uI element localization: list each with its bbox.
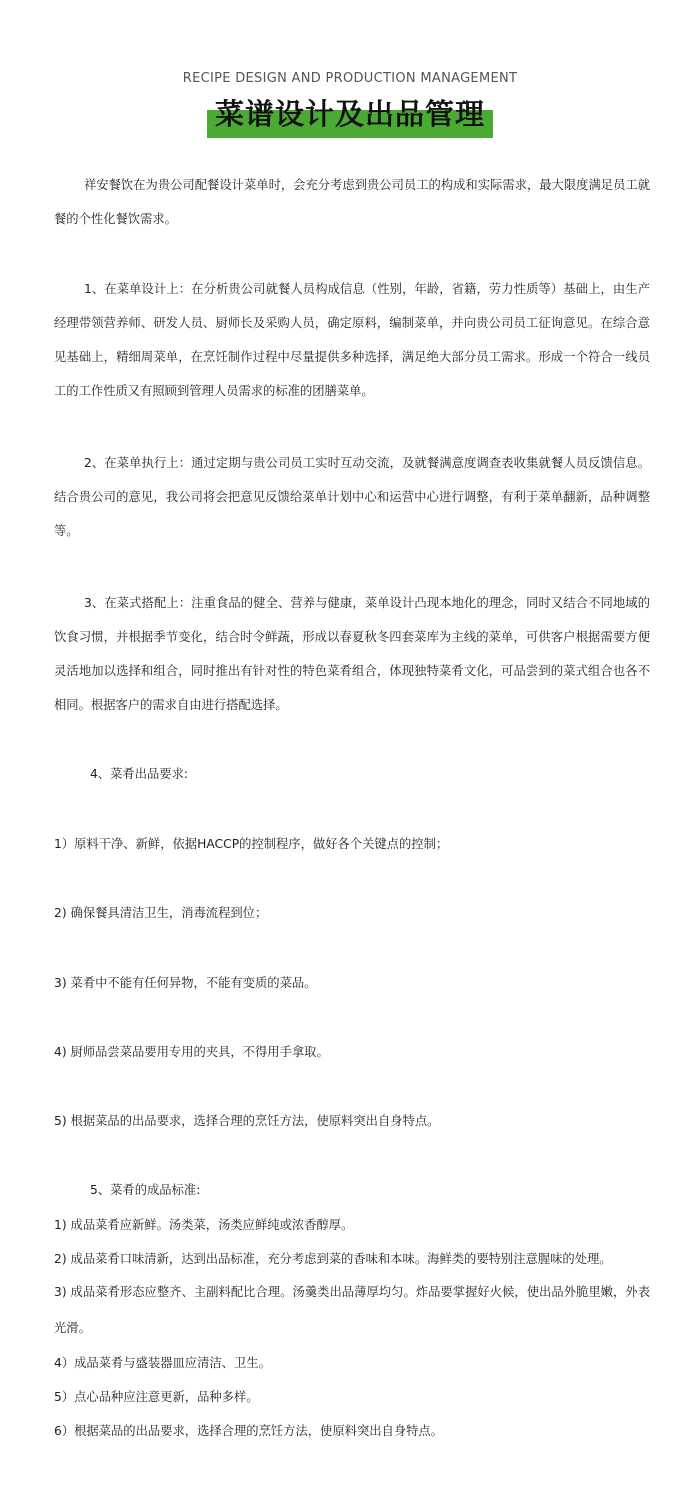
standard-item: 3) 成品菜肴形态应整齐、主副料配比合理。汤羹类出品薄厚均匀。炸品要掌握好火候，使出品外脆里嫩，外表光滑。	[54, 1285, 650, 1335]
section-dish-pairing: 3、在菜式搭配上：注重食品的健全、营养与健康，菜单设计凸现本地化的理念，同时又结合不同地域的饮食习惯，并根据季节变化，结合时令鲜蔬，形成以春夏秋冬四套菜库为主线的菜单，可供客户根据需要方便灵活地加以选择和组合，同时推出有针对性的特色菜肴组合，体现独特菜肴文化，可品尝到的菜式组合也各不相同。根据客户的需求自由进行搭配选择。	[54, 596, 650, 712]
intro-paragraph: 祥安餐饮在为贵公司配餐设计菜单时，会充分考虑到贵公司员工的构成和实际需求，最大限度满足员工就餐的个性化餐饮需求。	[54, 178, 650, 226]
page-subtitle: RECIPE DESIGN AND PRODUCTION MANAGEMENT	[182, 71, 518, 86]
standard-item: 5）点心品种应注意更新，品种多样。	[54, 1390, 259, 1404]
requirement-item: 4) 厨师品尝菜品要用专用的夹具，不得用手拿取。	[54, 1045, 329, 1059]
standards-heading: 5、菜肴的成品标准:	[90, 1183, 201, 1197]
requirement-item: 1）原料干净、新鲜，依据HACCP的控制程序，做好各个关键点的控制；	[54, 837, 449, 851]
standard-item: 1) 成品菜肴应新鲜。汤类菜，汤类应鲜纯或浓香醇厚。	[54, 1218, 354, 1232]
requirement-item: 2) 确保餐具清洁卫生，消毒流程到位；	[54, 906, 268, 920]
requirements-heading: 4、菜肴出品要求:	[90, 767, 189, 781]
requirement-item: 5) 根据菜品的出品要求，选择合理的烹饪方法，使原料突出自身特点。	[54, 1114, 440, 1128]
section-menu-design: 1、在菜单设计上：在分析贵公司就餐人员构成信息（性别，年龄，省籍，劳力性质等）基础上，由生产经理带领营养师、研发人员、厨师长及采购人员，确定原料，编制菜单，并向贵公司员工征询意见。在综合意见基础上，精细周菜单，在烹饪制作过程中尽量提供多种选择，满足绝大部分员工需求。形成一个符合一线员工的工作性质又有照顾到管理人员需求的标准的团膳菜单。	[54, 282, 650, 398]
requirement-item: 3) 菜肴中不能有任何异物，不能有变质的菜品。	[54, 976, 317, 990]
page-title: 菜谱设计及出品管理	[214, 97, 485, 131]
standard-item: 6）根据菜品的出品要求，选择合理的烹饪方法，使原料突出自身特点。	[54, 1424, 444, 1438]
section-menu-execution: 2、在菜单执行上：通过定期与贵公司员工实时互动交流，及就餐满意度调查表收集就餐人员反馈信息。结合贵公司的意见，我公司将会把意见反馈给菜单计划中心和运营中心进行调整，有利于菜单翻新，品种调整等。	[54, 456, 650, 538]
standard-item: 2) 成品菜肴口味清新，达到出品标准，充分考虑到菜的香味和本味。海鲜类的要特别注意腥味的处理。	[54, 1252, 612, 1266]
standard-item: 4）成品菜肴与盛装器皿应清洁、卫生。	[54, 1356, 271, 1370]
